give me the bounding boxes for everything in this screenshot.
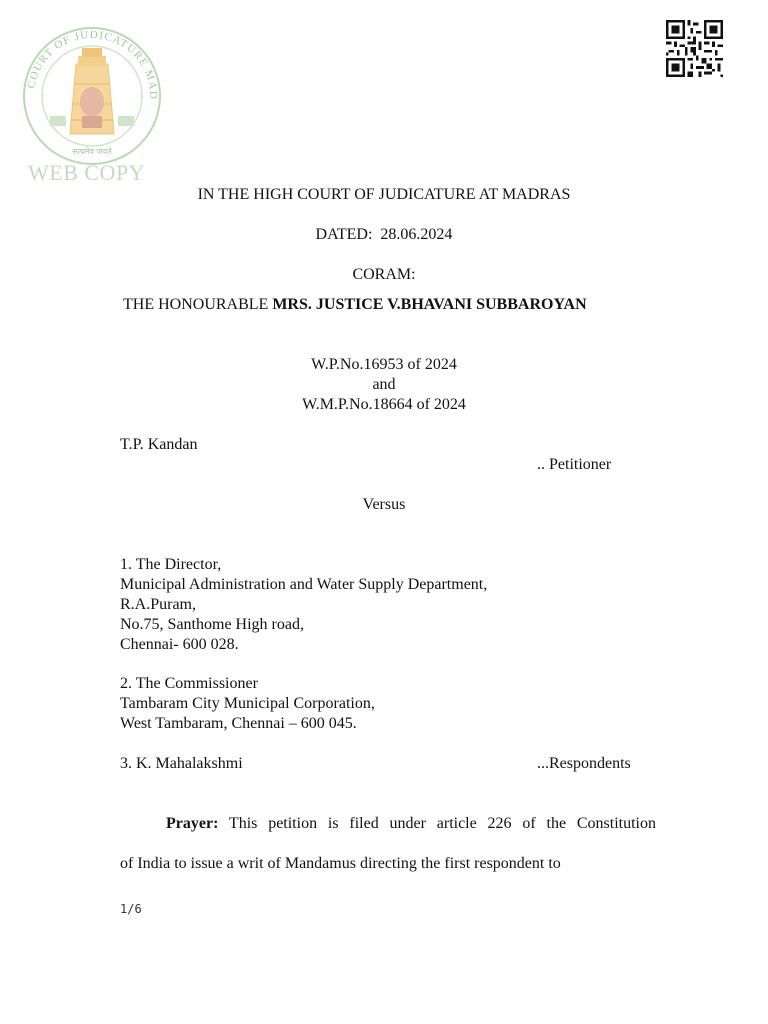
respondent-3-name: 3. K. Mahalakshmi [120, 755, 243, 772]
respondent-1-line: R.A.Puram, [120, 596, 196, 613]
date-line: DATED: 28.06.2024 [315, 226, 453, 243]
respondent-2-block [120, 674, 375, 734]
judge-line [123, 295, 587, 315]
respondent-1-line: No.75, Santhome High road, [120, 616, 304, 633]
prayer-line-1 [120, 814, 656, 834]
web-copy-watermark: WEB COPY [28, 160, 146, 185]
court-title: IN THE HIGH COURT OF JUDICATURE AT MADRAS [197, 186, 571, 203]
wp-number: W.P.No.16953 of 2024 [311, 356, 457, 373]
prayer-text-1: This petition is filed under article 226 of the Constitution [218, 815, 656, 832]
svg-text:HIGH COURT OF JUDICATURE MADRA: COURT OF JUDICATURE MAD [25, 28, 160, 101]
prayer-label: Prayer: [166, 815, 219, 832]
qr-code-icon [664, 20, 725, 77]
case-and: and [372, 376, 396, 393]
svg-text:सत्यमेव जयते: सत्यमेव जयते [72, 147, 112, 156]
seal-icon [20, 24, 164, 168]
respondent-1-line: 1. The Director, [120, 556, 222, 573]
prayer-line-2: of India to issue a writ of Mandamus directing the first respondent to [120, 855, 561, 872]
versus-label: Versus [362, 496, 406, 513]
respondent-1-line: Chennai- 600 028. [120, 636, 239, 653]
respondent-2-line: Tambaram City Municipal Corporation, [120, 695, 375, 712]
wmp-number: W.M.P.No.18664 of 2024 [302, 396, 466, 413]
respondent-2-line: 2. The Commissioner [120, 675, 258, 692]
petitioner-role: .. Petitioner [537, 456, 612, 473]
judge-name: MRS. JUSTICE V.BHAVANI SUBBAROYAN [272, 296, 587, 313]
respondent-2-line: West Tambaram, Chennai – 600 045. [120, 715, 357, 732]
respondent-1-line: Municipal Administration and Water Supply Department, [120, 576, 488, 593]
judge-prefix: THE HONOURABLE [123, 296, 273, 313]
respondents-role: ...Respondents [537, 755, 631, 772]
court-seal-watermark [20, 24, 164, 168]
petitioner-name: T.P. Kandan [120, 436, 198, 453]
page-number: 1/6 [120, 902, 142, 916]
coram-label: CORAM: [352, 266, 416, 283]
respondent-1-block [120, 555, 487, 655]
